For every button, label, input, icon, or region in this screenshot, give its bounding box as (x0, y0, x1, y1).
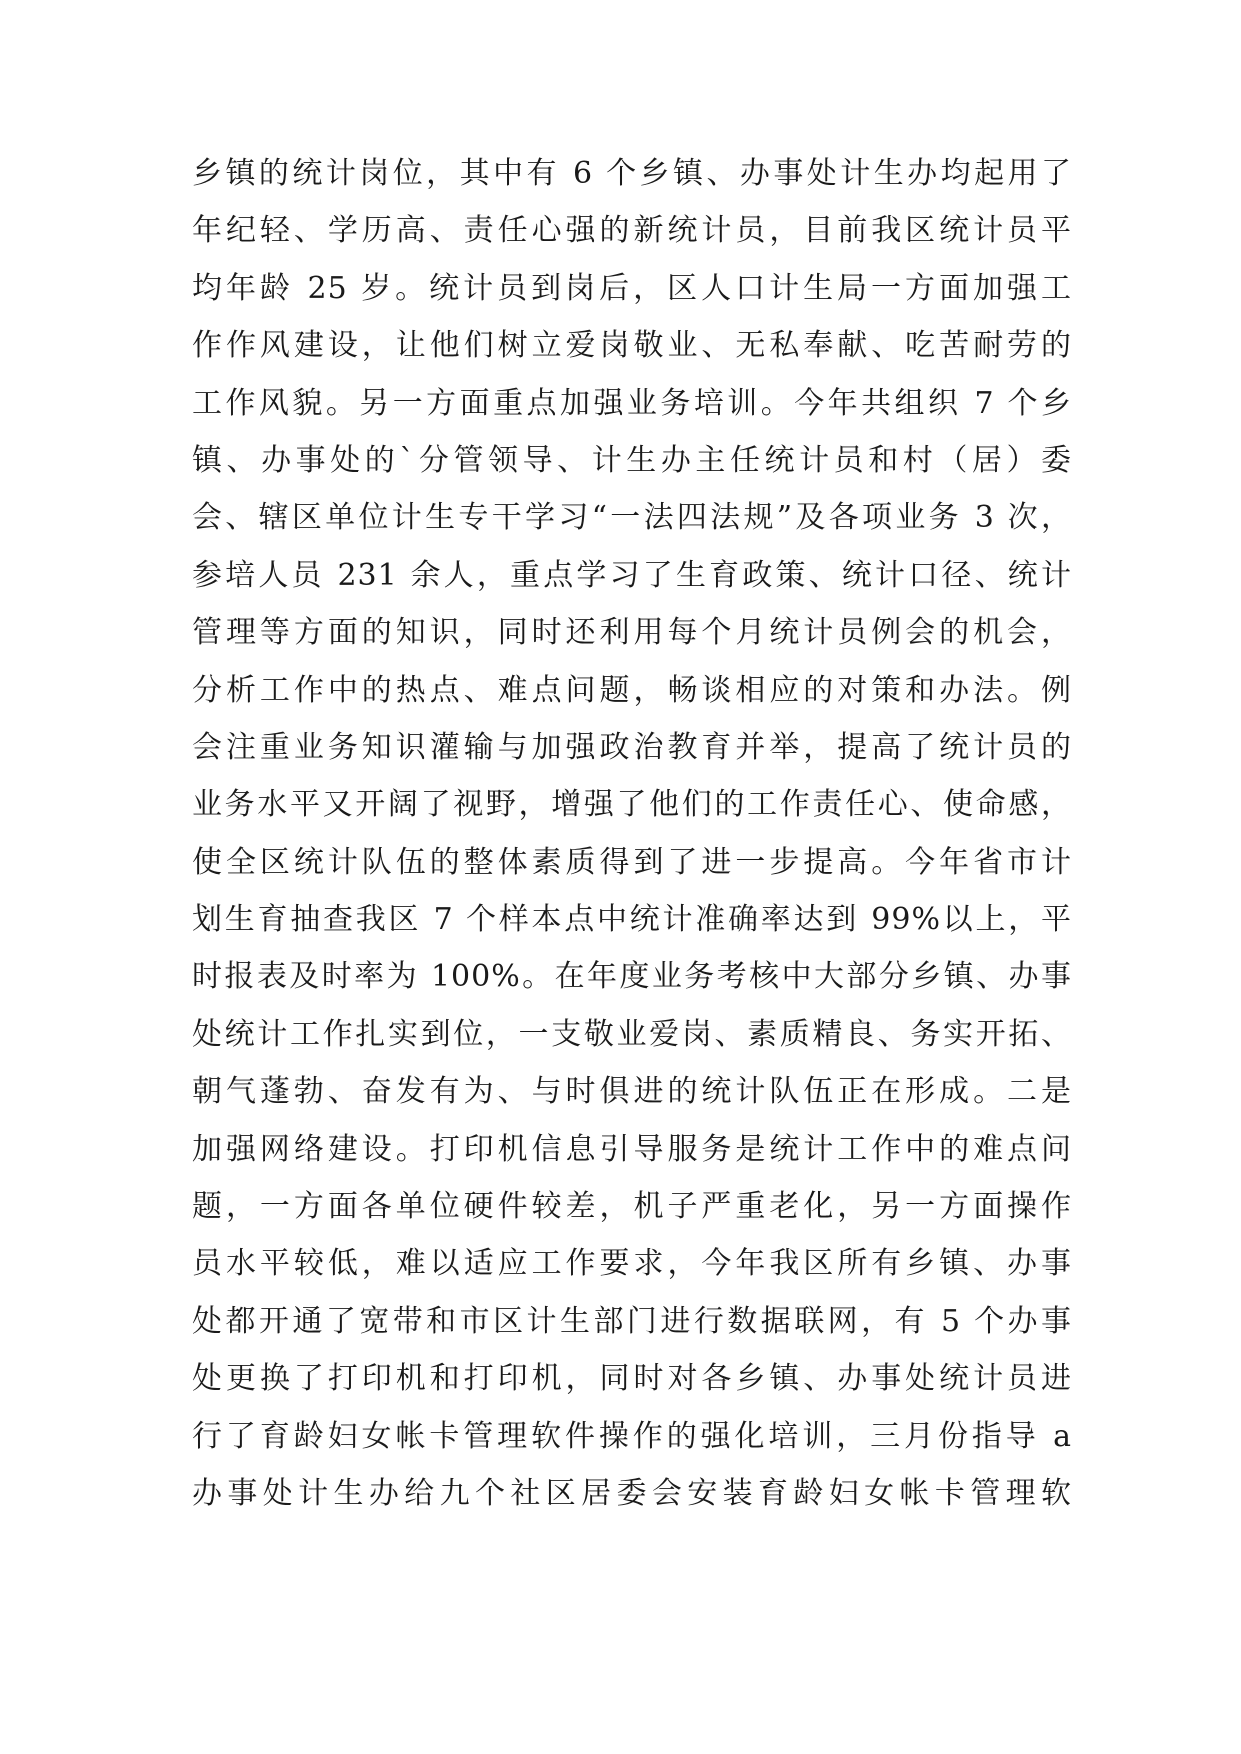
body-text (192, 156, 1072, 1533)
text-line: 均年龄 25 岁。统计员到岗后，区人口计生局一方面加强工 (192, 270, 1072, 306)
text-line: 行了育龄妇女帐卡管理软件操作的强化培训，三月份指导 a (192, 1418, 1072, 1454)
text-line: 员水平较低，难以适应工作要求，今年我区所有乡镇、办事 (192, 1246, 1072, 1282)
text-line: 处更换了打印机和打印机，同时对各乡镇、办事处统计员进 (192, 1361, 1072, 1397)
text-line: 镇、办事处的`分管领导、计生办主任统计员和村（居）委 (192, 442, 1072, 478)
text-line: 业务水平又开阔了视野，增强了他们的工作责任心、使命感， (192, 787, 1072, 823)
text-line: 处都开通了宽带和市区计生部门进行数据联网，有 5 个办事 (192, 1303, 1072, 1339)
text-line: 工作风貌。另一方面重点加强业务培训。今年共组织 7 个乡 (192, 385, 1072, 421)
text-line: 作作风建设，让他们树立爱岗敬业、无私奉献、吃苦耐劳的 (192, 328, 1072, 364)
text-line: 参培人员 231 余人，重点学习了生育政策、统计口径、统计 (192, 557, 1072, 593)
text-line: 使全区统计队伍的整体素质得到了进一步提高。今年省市计 (192, 844, 1072, 880)
text-line: 划生育抽查我区 7 个样本点中统计准确率达到 99%以上，平 (192, 902, 1072, 938)
text-line: 乡镇的统计岗位，其中有 6 个乡镇、办事处计生办均起用了 (192, 156, 1072, 191)
text-line: 题，一方面各单位硬件较差，机子严重老化，另一方面操作 (192, 1189, 1072, 1225)
text-line: 管理等方面的知识，同时还利用每个月统计员例会的机会， (192, 615, 1072, 651)
text-line: 分析工作中的热点、难点问题，畅谈相应的对策和办法。例 (192, 672, 1072, 708)
text-line: 会、辖区单位计生专干学习“一法四法规”及各项业务 3 次， (192, 500, 1072, 536)
text-line: 时报表及时率为 100%。在年度业务考核中大部分乡镇、办事 (192, 959, 1072, 995)
text-line: 办事处计生办给九个社区居委会安装育龄妇女帐卡管理软 (192, 1475, 1072, 1511)
text-line: 年纪轻、学历高、责任心强的新统计员，目前我区统计员平 (192, 213, 1072, 249)
text-line: 加强网络建设。打印机信息引导服务是统计工作中的难点问 (192, 1131, 1072, 1167)
text-line: 会注重业务知识灌输与加强政治教育并举，提高了统计员的 (192, 729, 1072, 765)
text-line: 处统计工作扎实到位，一支敬业爱岗、素质精良、务实开拓、 (192, 1016, 1072, 1052)
text-line: 朝气蓬勃、奋发有为、与时俱进的统计队伍正在形成。二是 (192, 1074, 1072, 1110)
